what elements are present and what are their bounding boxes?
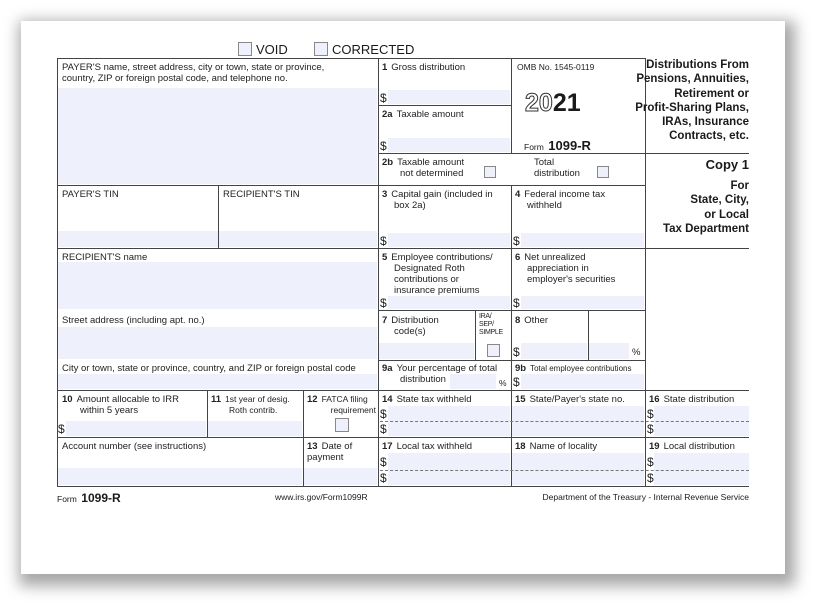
total-distribution-checkbox[interactable] [597, 166, 609, 178]
divider [57, 248, 645, 249]
box19-input[interactable] [654, 453, 749, 485]
dollar-sign: $ [380, 139, 387, 153]
box10-label: 10 Amount allocable to IRR within 5 years [62, 394, 180, 416]
box8-label: 8 Other [515, 315, 549, 326]
dollar-sign: $ [647, 471, 654, 485]
box10-input[interactable] [66, 421, 206, 436]
divider [57, 437, 749, 438]
account-number-label: Account number (see instructions) [62, 441, 207, 452]
dollar-sign: $ [380, 471, 387, 485]
city-input[interactable] [58, 374, 377, 389]
footer-url[interactable]: www.irs.gov/Form1099R [275, 492, 368, 502]
dollar-sign: $ [647, 455, 654, 469]
dollar-sign: $ [380, 455, 387, 469]
box2b-label: 2b Taxable amount not determined [382, 157, 465, 179]
box1-label: 1 Gross distribution [382, 62, 466, 73]
form-title: Distributions From Pensions, Annuities, Retirement or Profit-Sharing Plans, IRAs, Insurance Contracts, etc. [635, 59, 749, 143]
recipient-tin-label: RECIPIENT'S TIN [223, 189, 300, 200]
fatca-checkbox[interactable] [335, 418, 349, 432]
box5-input[interactable] [388, 296, 510, 309]
box17-input[interactable] [388, 453, 510, 485]
divider [218, 185, 219, 248]
box2a-label: 2a Taxable amount [382, 109, 464, 120]
box7-input[interactable] [379, 343, 474, 359]
void-label: VOID [256, 42, 288, 57]
box2b-checkbox[interactable] [484, 166, 496, 178]
box3-input[interactable] [388, 233, 510, 247]
box19-label: 19 Local distribution [649, 441, 735, 452]
dollar-sign: $ [513, 296, 520, 310]
divider [378, 58, 379, 486]
divider [207, 390, 208, 437]
box6-label: 6 Net unrealized appreciation in employer's securities [515, 252, 616, 285]
omb-number: OMB No. 1545-0119 [517, 62, 595, 72]
box13-input[interactable] [304, 468, 377, 485]
border-bottom [57, 486, 749, 487]
box8-percent-input[interactable] [589, 343, 629, 359]
box13-label: 13 Date of payment [307, 441, 353, 463]
dashed-divider [380, 421, 749, 422]
dollar-sign: $ [647, 422, 654, 436]
box2a-input[interactable] [388, 138, 510, 152]
account-number-input[interactable] [58, 468, 302, 485]
box12-label: 12 FATCA filing requirement [307, 394, 376, 415]
ira-sep-simple-checkbox[interactable] [487, 344, 500, 357]
tax-year: 2021 [525, 89, 581, 117]
street-address-input[interactable] [58, 327, 377, 359]
dollar-sign: $ [513, 345, 520, 359]
ira-sep-simple-label: IRA/ SEP/ SIMPLE [479, 313, 503, 336]
box3-label: 3 Capital gain (included in box 2a) [382, 189, 493, 211]
divider [511, 185, 512, 486]
box15-label: 15 State/Payer's state no. [515, 394, 625, 405]
divider [378, 105, 511, 106]
divider [378, 360, 645, 361]
dollar-sign: $ [380, 407, 387, 421]
divider [57, 390, 749, 391]
dollar-sign: $ [58, 422, 65, 436]
box17-label: 17 Local tax withheld [382, 441, 473, 452]
dashed-divider [380, 470, 749, 471]
payer-info-input[interactable] [58, 88, 377, 184]
dollar-sign: $ [380, 296, 387, 310]
border-top [57, 58, 645, 59]
payer-tin-label: PAYER'S TIN [62, 189, 119, 200]
divider [511, 58, 512, 153]
box11-label: 11 1st year of desig. Roth contrib. [211, 394, 290, 415]
corrected-label: CORRECTED [332, 42, 415, 57]
payer-info-label: PAYER'S name, street address, city or town, state or province, country, ZIP or foreign postal code, and telephone no. [62, 62, 325, 84]
dollar-sign: $ [380, 234, 387, 248]
divider [588, 310, 589, 360]
box4-input[interactable] [521, 233, 644, 247]
box9b-input[interactable] [521, 374, 644, 389]
box5-label: 5 Employee contributions/ Designated Roth contributions or insurance premiums [382, 252, 493, 296]
void-checkbox[interactable] [238, 42, 252, 56]
box1-input[interactable] [388, 90, 510, 104]
divider [475, 310, 476, 360]
box9a-percent-sign: % [499, 378, 507, 388]
box4-label: 4 Federal income tax withheld [515, 189, 606, 211]
divider [303, 390, 304, 486]
box8-percent-sign: % [632, 347, 641, 358]
box7-label: 7 Distribution code(s) [382, 315, 439, 337]
city-label: City or town, state or province, country, and ZIP or foreign postal code [62, 363, 356, 374]
divider [645, 248, 749, 249]
box8-amount-input[interactable] [521, 343, 587, 359]
divider [57, 185, 645, 186]
footer-department: Department of the Treasury - Internal Revenue Service [542, 492, 749, 502]
box9a-label: 9a Your percentage of total distribution [382, 363, 498, 385]
dollar-sign: $ [647, 407, 654, 421]
box14-label: 14 State tax withheld [382, 394, 472, 405]
footer-form-name: Form 1099-R [57, 491, 121, 505]
divider [378, 310, 645, 311]
recipient-name-label: RECIPIENT'S name [62, 252, 148, 263]
dollar-sign: $ [380, 422, 387, 436]
box18-label: 18 Name of locality [515, 441, 598, 452]
dollar-sign: $ [513, 375, 520, 389]
box16-label: 16 State distribution [649, 394, 735, 405]
dollar-sign: $ [380, 91, 387, 105]
payer-tin-input[interactable] [58, 231, 218, 247]
box11-input[interactable] [208, 421, 302, 436]
copy-label: Copy 1 [705, 157, 749, 172]
box18-input[interactable] [512, 453, 644, 485]
box9b-label: 9b Total employee contributions [515, 363, 632, 374]
recipient-tin-input[interactable] [219, 231, 377, 247]
recipient-name-input[interactable] [58, 262, 377, 309]
omb-form-name: Form 1099-R [524, 138, 591, 153]
copy-for-label: For State, City, or Local Tax Department [662, 180, 749, 235]
corrected-checkbox[interactable] [314, 42, 328, 56]
dollar-sign: $ [513, 234, 520, 248]
street-address-label: Street address (including apt. no.) [62, 315, 205, 326]
total-distribution-label: Total distribution [534, 157, 580, 179]
box6-input[interactable] [521, 296, 644, 309]
